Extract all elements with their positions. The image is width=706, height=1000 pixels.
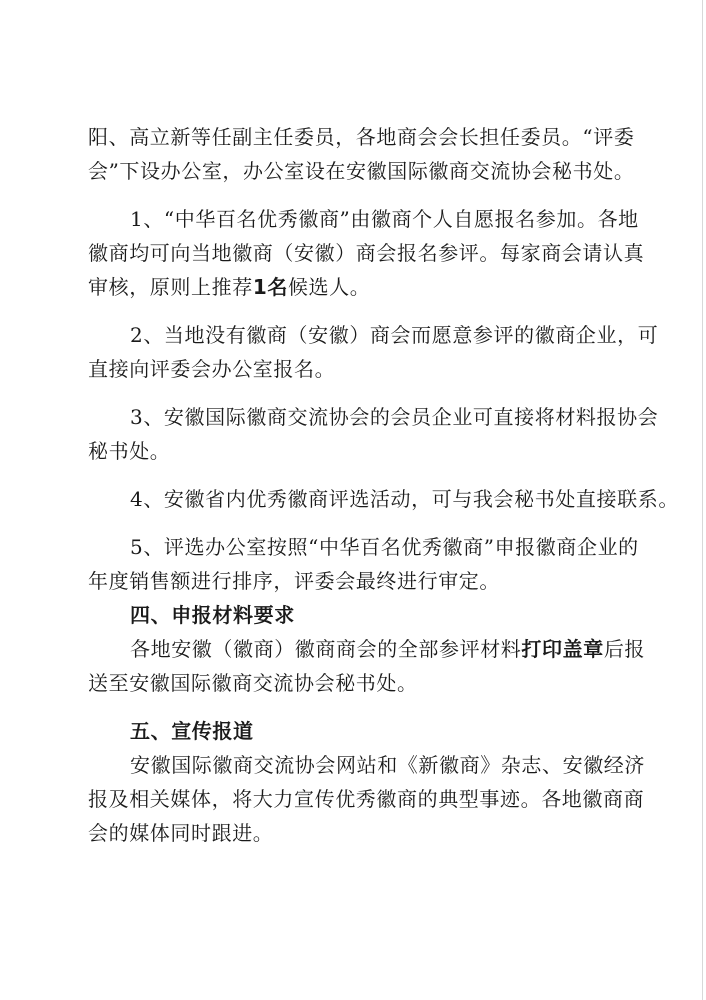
page-edge-line — [702, 0, 703, 1000]
item1-line-3-end: 候选人。 — [287, 275, 371, 299]
section4-print-stamp: 打印盖章 — [521, 637, 604, 661]
item1-line-3-start: 审核，原则上推荐 — [88, 275, 253, 299]
section4-line-1-start: 各地安徽（徽商）徽商商会的全部参评材料 — [130, 637, 522, 661]
section5-heading: 五、宣传报道 — [130, 719, 254, 743]
section4-line-1-end: 后报 — [603, 637, 646, 661]
item1-candidate-count: 1名 — [252, 275, 288, 299]
item2-line-2: 直接向评委会办公室报名。 — [88, 357, 336, 381]
item1-line-1: 1、“中华百名优秀徽商”由徽商个人自愿报名参加。各地 — [130, 207, 639, 231]
item1-line-3 — [88, 270, 623, 304]
document-body — [88, 120, 679, 850]
item3-line-1: 3、安徽国际徽商交流协会的会员企业可直接将材料报协会 — [130, 405, 659, 429]
item2-line-1: 2、当地没有徽商（安徽）商会而愿意参评的徽商企业，可 — [130, 323, 659, 347]
section5-line-2: 报及相关媒体，将大力宣传优秀徽商的典型事迹。各地徽商商 — [88, 787, 645, 811]
section5-line-3: 会的媒体同时跟进。 — [88, 821, 274, 845]
item1-line-2: 徽商均可向当地徽商（安徽）商会报名参评。每家商会请认真 — [88, 241, 645, 265]
item5-line-1: 5、评选办公室按照“中华百名优秀徽商”申报徽商企业的 — [130, 535, 639, 559]
section4-line-2: 送至安徽国际徽商交流协会秘书处。 — [88, 671, 418, 695]
section4-line-1 — [88, 632, 646, 666]
intro-line-1: 阳、高立新等任副主任委员，各地商会会长担任委员。“评委 — [88, 125, 635, 149]
item4-line-1: 4、安徽省内优秀徽商评选活动，可与我会秘书处直接联系。 — [130, 487, 679, 511]
intro-line-2: 会”下设办公室，办公室设在安徽国际徽商交流协会秘书处。 — [88, 159, 635, 183]
section5-line-1: 安徽国际徽商交流协会网站和《新徽商》杂志、安徽经济 — [130, 753, 645, 777]
item3-line-2: 秘书处。 — [88, 439, 171, 463]
section4-heading: 四、申报材料要求 — [130, 603, 295, 627]
item5-line-2: 年度销售额进行排序，评委会最终进行审定。 — [88, 569, 500, 593]
